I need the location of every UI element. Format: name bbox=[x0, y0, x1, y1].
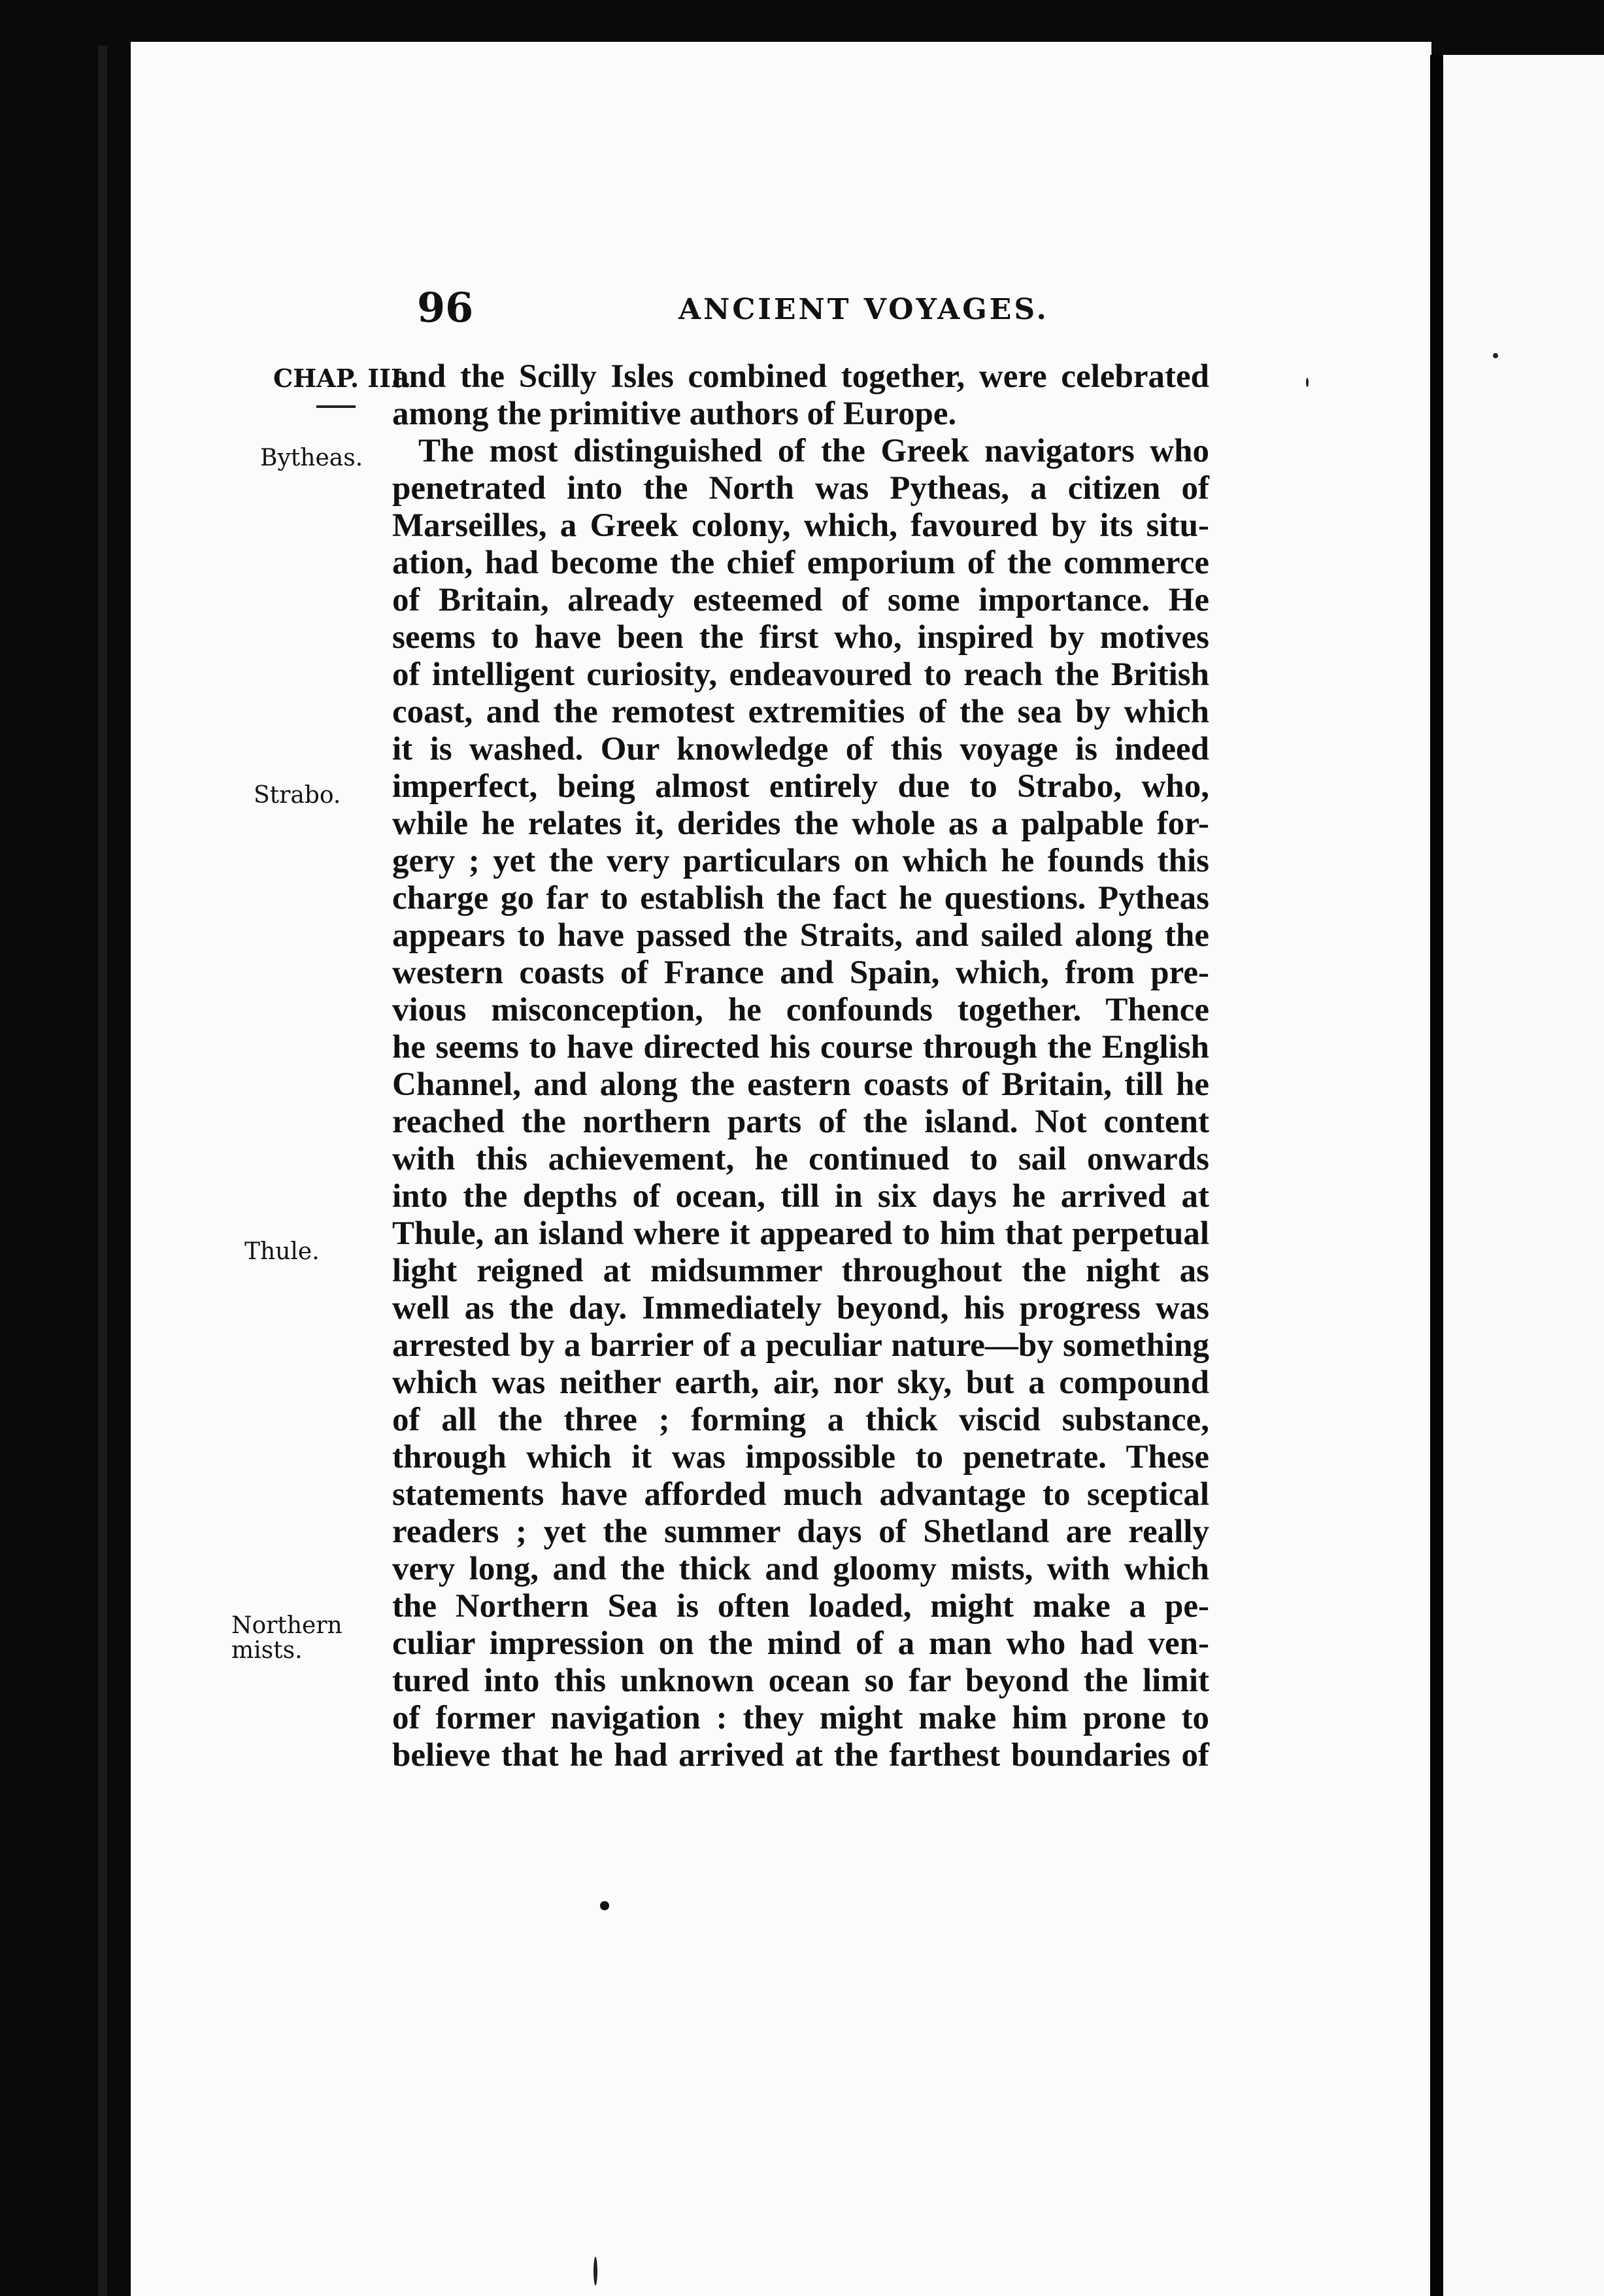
text-line: seems to have been the first who, inspired by motives bbox=[392, 619, 1209, 656]
text-line: culiar impression on the mind of a man who had ven- bbox=[392, 1625, 1209, 1662]
text-line: Marseilles, a Greek colony, which, favoured by its situ- bbox=[392, 507, 1209, 544]
text-line: Thule, an island where it appeared to him that perpetual bbox=[392, 1215, 1209, 1252]
text-line: of intelligent curiosity, endeavoured to reach the British bbox=[392, 656, 1209, 693]
text-line: penetrated into the North was Pytheas, a citizen of bbox=[392, 470, 1209, 507]
margin-note-pytheas: Bytheas. bbox=[260, 445, 363, 471]
facing-page-edge bbox=[1443, 55, 1604, 2296]
text-line: among the primitive authors of Europe. bbox=[392, 396, 957, 432]
text-line: readers ; yet the summer days of Shetland are really bbox=[392, 1513, 1209, 1550]
scan-left-edge bbox=[98, 46, 107, 2296]
text-line: arrested by a barrier of a peculiar nature—by something bbox=[392, 1327, 1209, 1364]
text-line: charge go far to establish the fact he questions. Pytheas bbox=[392, 880, 1209, 917]
book-gutter bbox=[1430, 55, 1445, 2296]
text-line: gery ; yet the very particulars on which he founds this bbox=[392, 843, 1209, 879]
text-line: believe that he had arrived at the farthest boundaries of bbox=[392, 1737, 1209, 1774]
text-line: into the depths of ocean, till in six days he arrived at bbox=[392, 1178, 1209, 1215]
text-line: it is washed. Our knowledge of this voyage is indeed bbox=[392, 731, 1209, 768]
text-line: ation, had become the chief emporium of the commerce bbox=[392, 545, 1209, 581]
text-line: through which it was impossible to penetrate. These bbox=[392, 1439, 1209, 1476]
text-line: the Northern Sea is often loaded, might make a pe- bbox=[392, 1588, 1209, 1625]
chapter-dash bbox=[316, 405, 356, 408]
margin-note-strabo: Strabo. bbox=[254, 782, 341, 809]
running-title: ANCIENT VOYAGES. bbox=[678, 293, 1049, 326]
text-line: statements have afforded much advantage to sceptical bbox=[392, 1476, 1209, 1513]
margin-note-northern: Northern bbox=[231, 1612, 343, 1639]
text-line: of all the three ; forming a thick viscid substance, bbox=[392, 1402, 1209, 1438]
text-line: and the Scilly Isles combined together, were celebrated bbox=[392, 358, 1209, 395]
ink-speck bbox=[593, 2257, 597, 2286]
page-number: 96 bbox=[417, 284, 474, 331]
text-line: very long, and the thick and gloomy mists, with which bbox=[392, 1551, 1209, 1587]
text-line: appears to have passed the Straits, and sailed along the bbox=[392, 917, 1209, 954]
text-line: Channel, and along the eastern coasts of Britain, till he bbox=[392, 1066, 1209, 1103]
body-text bbox=[392, 358, 1209, 1774]
text-line: tured into this unknown ocean so far beyond the limit bbox=[392, 1663, 1209, 1699]
text-line: with this achievement, he continued to sail onwards bbox=[392, 1141, 1209, 1177]
text-line: of Britain, already esteemed of some importance. He bbox=[392, 582, 1209, 618]
text-line: reached the northern parts of the island. Not content bbox=[392, 1104, 1209, 1140]
text-line: light reigned at midsummer throughout the night as bbox=[392, 1253, 1209, 1289]
text-line: he seems to have directed his course through the English bbox=[392, 1029, 1209, 1066]
ink-speck bbox=[1493, 353, 1498, 358]
text-line: coast, and the remotest extremities of the sea by which bbox=[392, 694, 1209, 730]
text-line: while he relates it, derides the whole as a palpable for- bbox=[392, 805, 1209, 842]
text-line: vious misconception, he confounds together. Thence bbox=[392, 992, 1209, 1028]
margin-note-chapter: CHAP. III. bbox=[273, 363, 411, 393]
ink-speck bbox=[1306, 378, 1309, 387]
text-line: of former navigation : they might make him prone to bbox=[392, 1700, 1209, 1736]
margin-note-mists: mists. bbox=[231, 1637, 303, 1664]
text-line: well as the day. Immediately beyond, his progress was bbox=[392, 1290, 1209, 1326]
ink-dot bbox=[600, 1901, 609, 1910]
margin-note-thule: Thule. bbox=[244, 1238, 320, 1265]
text-line: western coasts of France and Spain, which, from pre- bbox=[392, 954, 1209, 991]
text-line: The most distinguished of the Greek navigators who bbox=[418, 433, 1209, 469]
text-line: imperfect, being almost entirely due to Strabo, who, bbox=[392, 768, 1209, 805]
text-line: which was neither earth, air, nor sky, but a compound bbox=[392, 1364, 1209, 1401]
